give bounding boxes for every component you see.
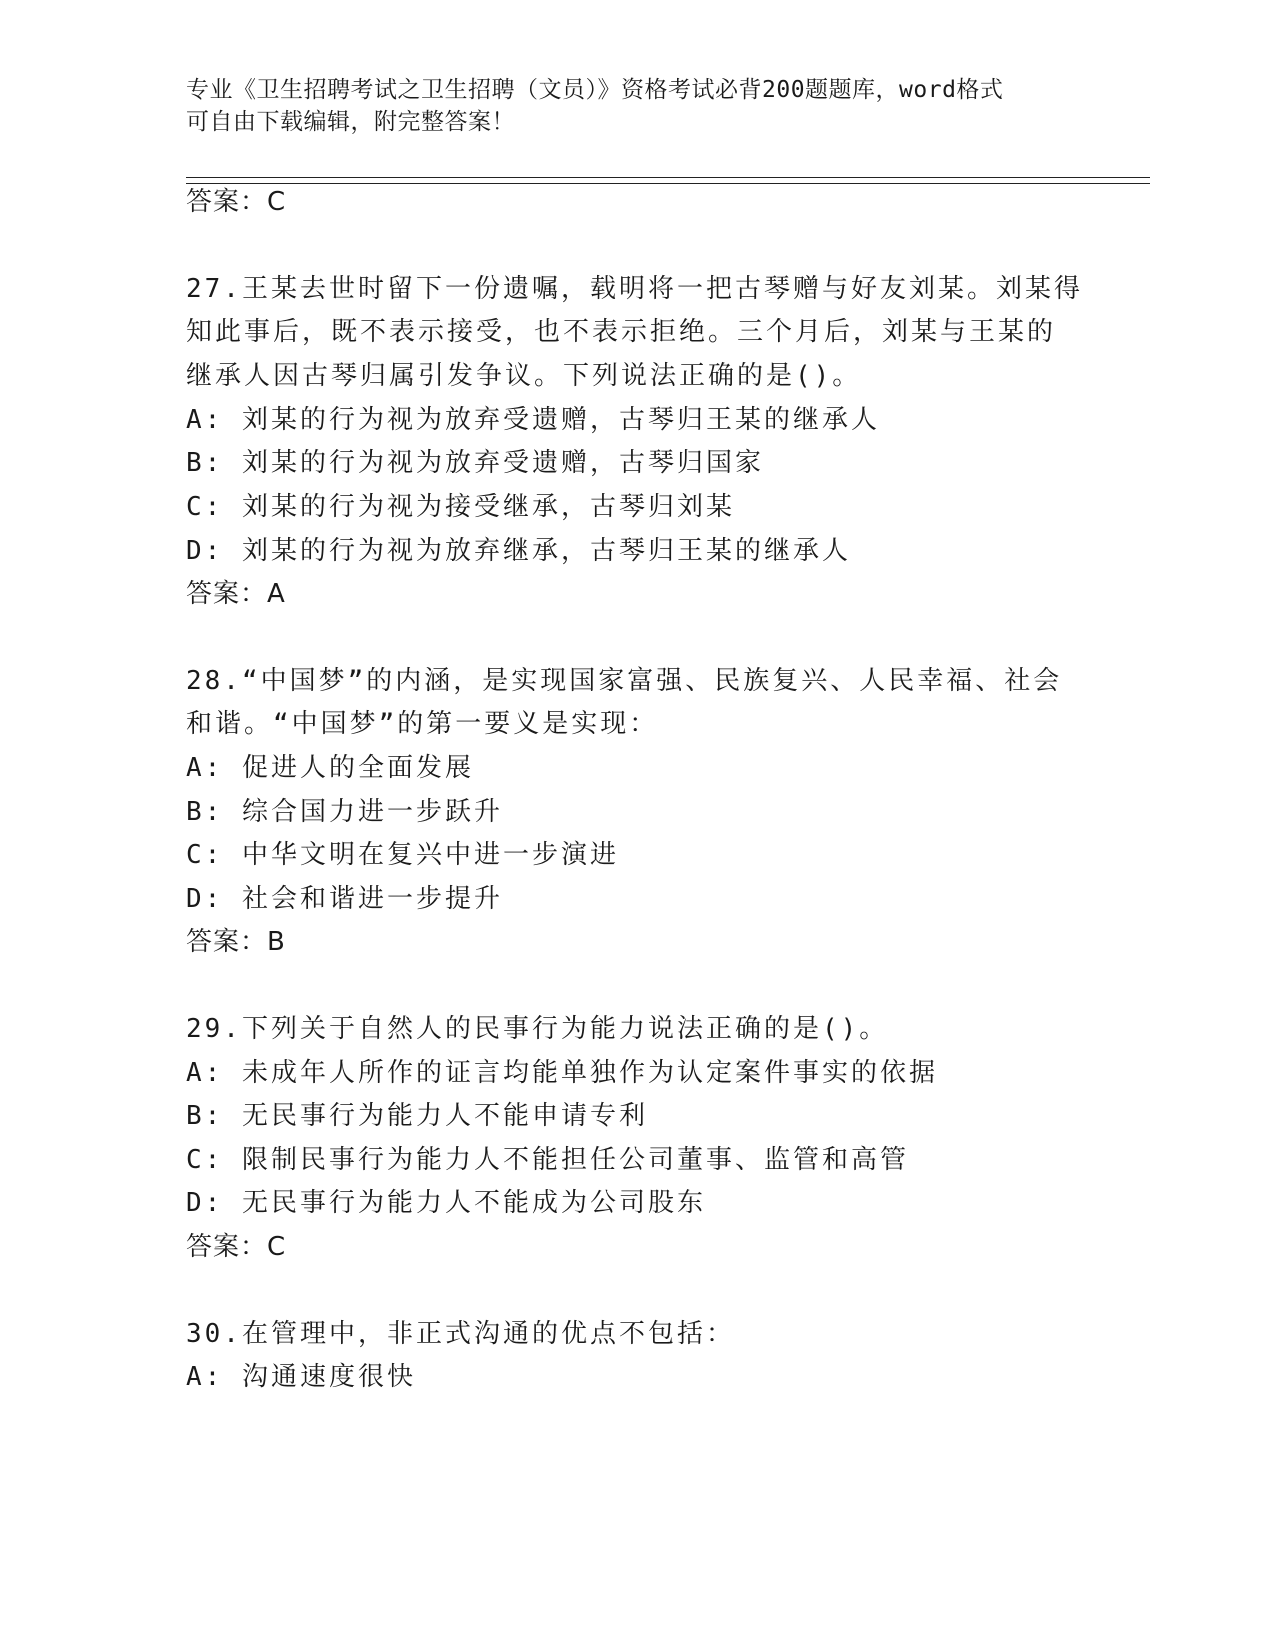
q27-option-a: A: 刘某的行为视为放弃受遗赠，古琴归王某的继承人 [186,405,880,435]
q29-option-b: B: 无民事行为能力人不能申请专利 [186,1101,648,1131]
q28-option-a: A: 促进人的全面发展 [186,753,474,783]
q29-option-d: D: 无民事行为能力人不能成为公司股东 [186,1188,706,1218]
header-rule-bottom [186,183,1150,184]
q27-stem-line-1: 27.王某去世时留下一份遗嘱，载明将一把古琴赠与好友刘某。刘某得 [186,274,1083,304]
q29-option-a: A: 未成年人所作的证言均能单独作为认定案件事实的依据 [186,1058,938,1088]
q27-option-c: C: 刘某的行为视为接受继承，古琴归刘某 [186,492,735,522]
q28-answer: 答案：B [186,927,286,957]
header-line-2: 可自由下载编辑，附完整答案！ [186,109,515,135]
q27-answer: 答案：A [186,579,286,609]
q30-option-a: A: 沟通速度很快 [186,1362,416,1392]
q28-option-c: C: 中华文明在复兴中进一步演进 [186,840,619,870]
q28-option-b: B: 综合国力进一步跃升 [186,797,503,827]
q27-stem-line-2: 知此事后，既不表示接受，也不表示拒绝。三个月后，刘某与王某的 [186,317,1057,347]
q28-stem-line-2: 和谐。“中国梦”的第一要义是实现： [186,709,659,739]
header-rule-top [186,177,1150,178]
q29-stem-line-1: 29.下列关于自然人的民事行为能力说法正确的是()。 [186,1014,889,1044]
q27-stem-line-3: 继承人因古琴归属引发争议。下列说法正确的是()。 [186,361,862,391]
answer-26: 答案：C [186,187,287,217]
document-header [186,74,1086,138]
q30-stem-line-1: 30.在管理中，非正式沟通的优点不包括： [186,1319,735,1349]
q27-option-d: D: 刘某的行为视为放弃继承，古琴归王某的继承人 [186,536,851,566]
q29-answer: 答案：C [186,1232,287,1262]
q29-option-c: C: 限制民事行为能力人不能担任公司董事、监管和高管 [186,1145,909,1175]
header-line-1: 专业《卫生招聘考试之卫生招聘（文员）》资格考试必背200题题库，word格式 [186,77,1004,103]
q28-option-d: D: 社会和谐进一步提升 [186,884,503,914]
q27-option-b: B: 刘某的行为视为放弃受遗赠，古琴归国家 [186,448,764,478]
q28-stem-line-1: 28.“中国梦”的内涵，是实现国家富强、民族复兴、人民幸福、社会 [186,666,1063,696]
